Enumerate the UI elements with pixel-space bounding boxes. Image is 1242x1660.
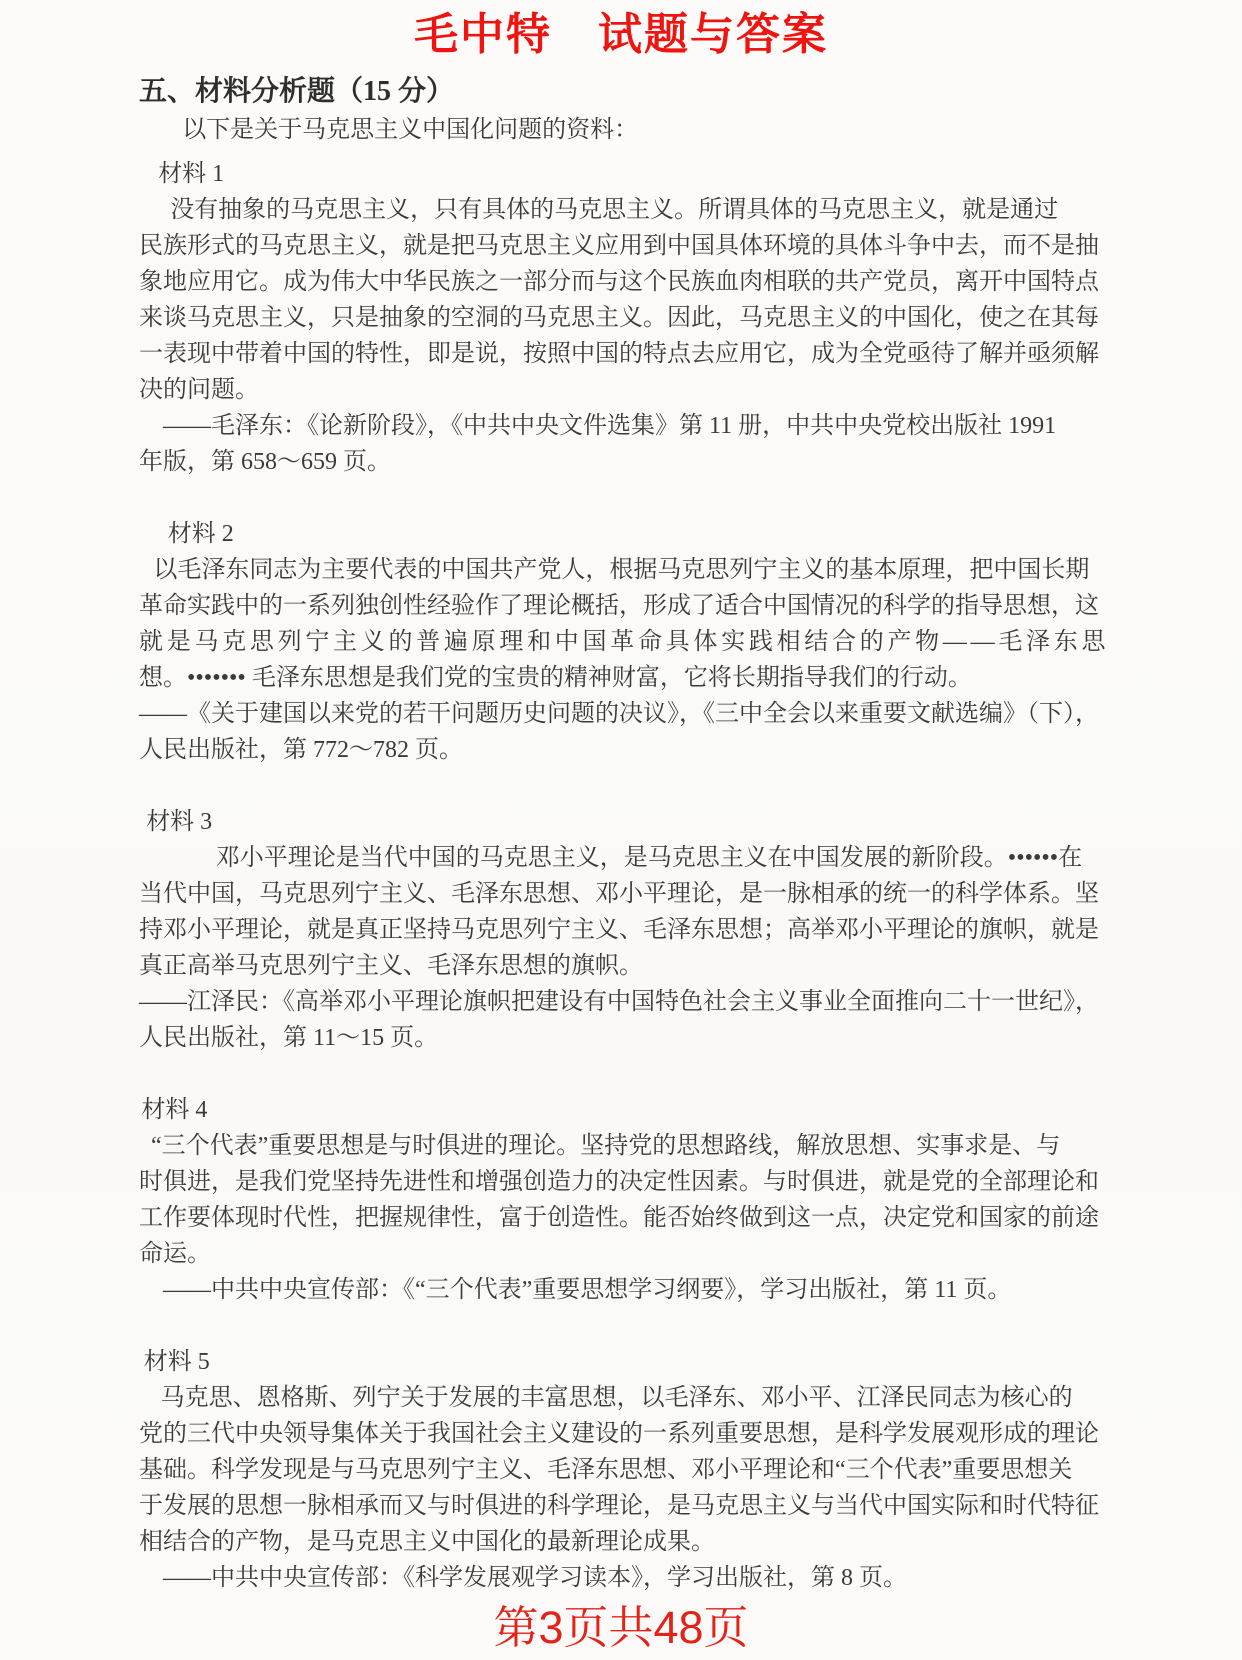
text-line: 持邓小平理论，就是真正坚持马克思列宁主义、毛泽东思想；高举邓小平理论的旗帜，就是 (139, 917, 1099, 943)
text-line: 决的问题。 (139, 377, 259, 403)
text-line: “三个代表”重要思想是与时俱进的理论。坚持党的思想路线，解放思想、实事求是、与 (151, 1133, 1061, 1159)
material-heading: 材料 1 (158, 161, 225, 187)
text-line: 人民出版社，第 11～15 页。 (139, 1025, 439, 1051)
text-line: 于发展的思想一脉相承而又与时俱进的科学理论，是马克思主义与当代中国实际和时代特征 (139, 1493, 1099, 1519)
text-line: 以毛泽东同志为主要代表的中国共产党人，根据马克思列宁主义的基本原理，把中国长期 (153, 557, 1090, 583)
text-line: 一表现中带着中国的特性，即是说，按照中国的特点去应用它，成为全党亟待了解并亟须解 (139, 341, 1099, 367)
text-line: 马克思、恩格斯、列宁关于发展的丰富思想，以毛泽东、邓小平、江泽民同志为核心的 (160, 1385, 1073, 1411)
text-line: 象地应用它。成为伟大中华民族之一部分而与这个民族血肉相联的共产党员，离开中国特点 (139, 269, 1099, 295)
page-number-footer: 第3页共48页 (493, 1602, 749, 1653)
text-line: 来谈马克思主义，只是抽象的空洞的马克思主义。因此，马克思主义的中国化，使之在其每 (139, 305, 1099, 331)
text-line: 命运。 (139, 1241, 211, 1267)
text-line: 民族形式的马克思主义，就是把马克思主义应用到中国具体环境的具体斗争中去，而不是抽 (139, 233, 1099, 259)
text-line: 想。••••••• 毛泽东思想是我们党的宝贵的精神财富，它将长期指导我们的行动。 (139, 665, 972, 691)
text-line: 相结合的产物，是马克思主义中国化的最新理论成果。 (139, 1529, 715, 1555)
text-line: 真正高举马克思列宁主义、毛泽东思想的旗帜。 (139, 953, 643, 979)
text-line: 时俱进，是我们党坚持先进性和增强创造力的决定性因素。与时俱进，就是党的全部理论和 (139, 1169, 1099, 1195)
text-line: 年版，第 658～659 页。 (139, 449, 391, 475)
text-line: 邓小平理论是当代中国的马克思主义，是马克思主义在中国发展的新阶段。••••••在 (215, 845, 1083, 871)
text-line: 当代中国，马克思列宁主义、毛泽东思想、邓小平理论，是一脉相承的统一的科学体系。坚 (139, 881, 1099, 907)
section-heading: 五、材料分析题（15 分） (139, 76, 455, 107)
intro-line: 以下是关于马克思主义中国化问题的资料： (182, 117, 639, 143)
material-heading: 材料 3 (146, 809, 213, 835)
text-line: 人民出版社，第 772～782 页。 (139, 737, 463, 763)
text-line: 就是马克思列宁主义的普遍原理和中国革命具体实践相结合的产物——毛泽东思 (139, 629, 1110, 655)
text-line: ——中共中央宣传部：《“三个代表”重要思想学习纲要》，学习出版社，第 11 页。 (163, 1277, 1012, 1303)
materials (139, 156, 1108, 1596)
text-line: ——江泽民：《高举邓小平理论旗帜把建设有中国特色社会主义事业全面推向二十一世纪》， (139, 989, 1099, 1015)
text-line: ——毛泽东：《论新阶段》，《中共中央文件选集》第 11 册，中共中央党校出版社 1991 (163, 413, 1057, 439)
text-line: ——《关于建国以来党的若干问题历史问题的决议》，《三中全会以来重要文献选编》（下）， (139, 701, 1099, 727)
text-line: 基础。科学发现是与马克思列宁主义、毛泽东思想、邓小平理论和“三个代表”重要思想关 (139, 1457, 1073, 1483)
text-line: 没有抽象的马克思主义，只有具体的马克思主义。所谓具体的马克思主义，就是通过 (170, 197, 1059, 223)
text-line: 党的三代中央领导集体关于我国社会主义建设的一系列重要思想，是科学发展观形成的理论 (139, 1421, 1099, 1447)
text-line: ——中共中央宣传部：《科学发展观学习读本》，学习出版社，第 8 页。 (163, 1565, 907, 1591)
text-line: 工作要体现时代性，把握规律性，富于创造性。能否始终做到这一点，决定党和国家的前途 (139, 1205, 1099, 1231)
material-heading: 材料 4 (141, 1097, 208, 1123)
text-line: 革命实践中的一系列独创性经验作了理论概括，形成了适合中国情况的科学的指导思想，这 (139, 593, 1099, 619)
document-title: 毛中特 试题与答案 (414, 10, 828, 59)
material-heading: 材料 2 (167, 521, 234, 547)
document-body (0, 72, 1242, 1596)
material-heading: 材料 5 (143, 1349, 210, 1375)
